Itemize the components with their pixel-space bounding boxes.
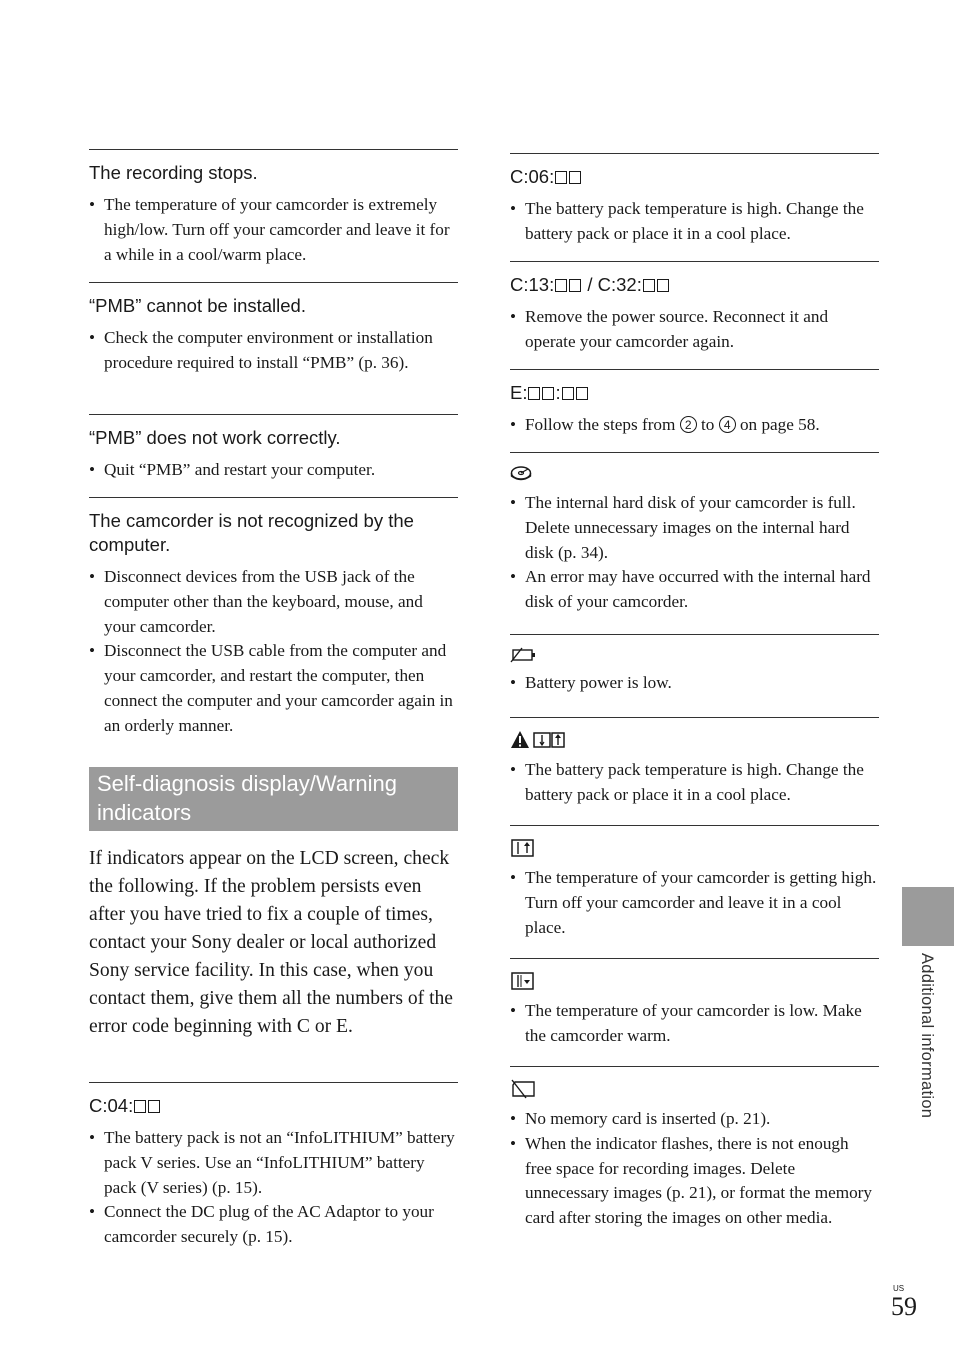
bullet-item: • Check the computer environment or installation procedure required to install “PMB” (p. 36). xyxy=(89,326,458,376)
error-code-separator: : xyxy=(555,382,561,403)
section-heading: The camcorder is not recognized by the computer. xyxy=(89,510,414,555)
bullet-list xyxy=(510,671,879,696)
step-4-icon: 4 xyxy=(719,416,736,433)
bullet-item: • Follow the steps from 2 to 4 on page 58. xyxy=(510,413,879,438)
digit-box-icon xyxy=(555,279,567,292)
section-battery-low xyxy=(510,634,879,696)
section-not-recognized xyxy=(89,497,458,739)
section-recording-stops xyxy=(89,149,458,267)
section-heading: The recording stops. xyxy=(89,162,258,183)
bullet-item: • When the indicator flashes, there is not enough free space for recording images. Delete unnecessary images (p. 21), or format the memory card after storing the images on other media. xyxy=(510,1132,879,1231)
battery-temperature-warning-icon xyxy=(510,730,566,750)
digit-box-icon xyxy=(562,387,574,400)
temperature-low-icon xyxy=(510,971,536,991)
section-e-code xyxy=(510,369,879,438)
error-code-heading xyxy=(510,165,879,189)
section-no-memory-card xyxy=(510,1066,879,1231)
bullet-list xyxy=(510,1107,879,1231)
error-code-prefix: C:04: xyxy=(89,1095,134,1116)
digit-box-icon xyxy=(569,279,581,292)
bullet-item: • Battery power is low. xyxy=(510,671,879,696)
section-temp-high xyxy=(510,825,879,940)
digit-box-icon xyxy=(643,279,655,292)
bullet-item: • The battery pack is not an “InfoLITHIUM” battery pack V series. Use an “InfoLITHIUM” battery pack (V series) (p. 15). xyxy=(89,1126,458,1200)
bullet-list xyxy=(510,999,879,1049)
bullet-item: • The temperature of your camcorder is low. Make the camcorder warm. xyxy=(510,999,879,1049)
error-code-prefix: E: xyxy=(510,382,528,403)
digit-box-icon xyxy=(134,1100,146,1113)
digit-box-icon xyxy=(148,1100,160,1113)
bullet-item: • The battery pack temperature is high. Change the battery pack or place it in a cool place. xyxy=(510,197,879,247)
error-code-heading xyxy=(510,273,879,297)
section-banner: Self-diagnosis display/Warning indicators xyxy=(89,767,458,831)
error-code-heading xyxy=(510,381,879,405)
page-region-label: US xyxy=(893,1284,905,1293)
intro-paragraph: If indicators appear on the LCD screen, check the following. If the problem persists even after you have tried to fix a couple of times, contact your Sony dealer or local authorized Sony service facility. In this case, when you contact them, give them all the numbers of the error code beginning with C or E. xyxy=(89,848,454,1037)
digit-box-icon xyxy=(555,171,567,184)
digit-box-icon xyxy=(542,387,554,400)
error-code-prefix: C:06: xyxy=(510,166,555,187)
bullet-list xyxy=(89,326,458,376)
bullet-list xyxy=(510,413,879,438)
bullet-item: • No memory card is inserted (p. 21). xyxy=(510,1107,879,1132)
bullet-item: • The temperature of your camcorder is getting high. Turn off your camcorder and leave it in a cool place. xyxy=(510,866,879,940)
bullet-item: • Disconnect the USB cable from the computer and your camcorder, and restart the computer, then connect the computer and your camcorder again in an orderly manner. xyxy=(89,639,458,738)
side-tab-label: Additional information xyxy=(918,953,936,1119)
digit-box-icon xyxy=(657,279,669,292)
error-code-heading xyxy=(89,1094,458,1118)
page-number: 59 xyxy=(891,1292,917,1321)
bullet-list xyxy=(510,491,879,615)
bullet-list xyxy=(510,758,879,808)
bullet-list xyxy=(89,1126,458,1250)
bullet-list xyxy=(510,305,879,355)
bullet-item: • The temperature of your camcorder is extremely high/low. Turn off your camcorder and leave it for a while in a cool/warm place. xyxy=(89,193,458,267)
bullet-list xyxy=(510,866,879,940)
bullet-list xyxy=(89,458,458,483)
section-c13-c32 xyxy=(510,261,879,355)
section-heading: “PMB” does not work correctly. xyxy=(89,427,341,448)
bullet-list xyxy=(89,565,458,739)
bullet-item: • Connect the DC plug of the AC Adaptor to your camcorder securely (p. 15). xyxy=(89,1200,458,1250)
section-temp-low xyxy=(510,958,879,1049)
section-battery-temp xyxy=(510,717,879,808)
section-c04 xyxy=(89,1082,458,1250)
error-code-prefix: C:13: xyxy=(510,274,555,295)
bullet-list xyxy=(89,193,458,267)
section-heading: “PMB” cannot be installed. xyxy=(89,295,306,316)
error-code-separator: / C:32: xyxy=(582,274,642,295)
digit-box-icon xyxy=(576,387,588,400)
bullet-item: • Disconnect devices from the USB jack of the computer other than the keyboard, mouse, and your camcorder. xyxy=(89,565,458,639)
bullet-item: • An error may have occurred with the internal hard disk of your camcorder. xyxy=(510,565,879,615)
hard-disk-icon xyxy=(510,465,532,483)
no-memory-card-icon xyxy=(510,1079,538,1099)
section-pmb-not-working xyxy=(89,414,458,483)
bullet-item: • The battery pack temperature is high. Change the battery pack or place it in a cool place. xyxy=(510,758,879,808)
digit-box-icon xyxy=(528,387,540,400)
bullet-item: • The internal hard disk of your camcorder is full. Delete unnecessary images on the internal hard disk (p. 34). xyxy=(510,491,879,565)
bullet-item: • Quit “PMB” and restart your computer. xyxy=(89,458,458,483)
side-tab-marker xyxy=(902,887,954,946)
battery-low-icon xyxy=(510,647,536,663)
bullet-list xyxy=(510,197,879,247)
digit-box-icon xyxy=(569,171,581,184)
section-c06 xyxy=(510,153,879,247)
section-hard-disk xyxy=(510,452,879,615)
step-2-icon: 2 xyxy=(680,416,697,433)
section-pmb-install xyxy=(89,282,458,376)
temperature-high-icon xyxy=(510,838,536,858)
bullet-item: • Remove the power source. Reconnect it and operate your camcorder again. xyxy=(510,305,879,355)
